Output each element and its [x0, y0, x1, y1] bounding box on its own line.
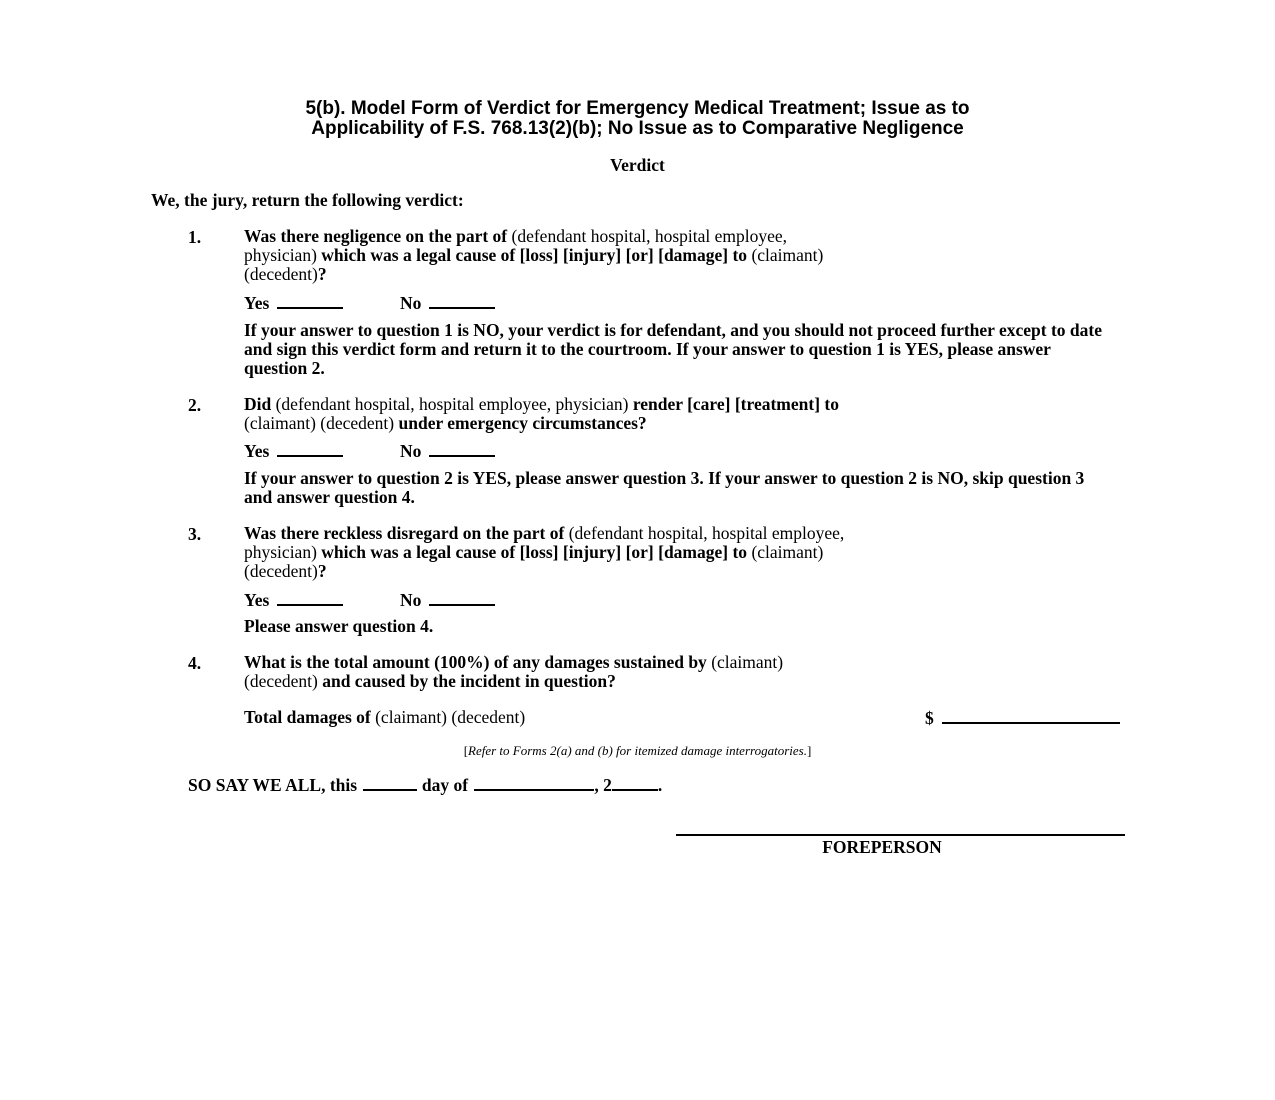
question-2-number: 2.: [188, 395, 202, 415]
q4-l2-bold: and caused by the incident in question?: [322, 671, 616, 691]
refer-note: [0, 743, 1275, 759]
year-blank[interactable]: [612, 775, 658, 791]
q3-l3-bold: ?: [317, 561, 327, 581]
question-3-line-2: [244, 543, 823, 562]
dollar-sign: $: [925, 708, 934, 728]
q3-yes-field[interactable]: [244, 590, 343, 611]
q1-l2-bold: which was a legal cause of [loss] [injury] [or] [damage] to: [321, 245, 752, 265]
q2-no-label: No: [400, 441, 422, 461]
q2-no-blank[interactable]: [429, 441, 495, 457]
question-2-line-2: [244, 414, 647, 433]
form-title-line-2: Applicability of F.S. 768.13(2)(b); No Issue as to Comparative Negligence: [311, 118, 964, 139]
month-blank[interactable]: [474, 775, 594, 791]
signature-line[interactable]: [676, 834, 1125, 836]
q1-l2-normal-a: physician): [244, 245, 322, 265]
question-1-line-3: [244, 265, 327, 284]
question-1-line-2: [244, 246, 823, 265]
q1-yes-label: Yes: [244, 293, 270, 313]
closing-statement: [188, 775, 662, 795]
question-4-number: 4.: [188, 653, 202, 673]
q3-no-blank[interactable]: [429, 590, 495, 606]
q2-l1-bold-a: Did: [244, 394, 276, 414]
q1-l3-normal: (decedent): [244, 264, 318, 284]
form-title-line-1: 5(b). Model Form of Verdict for Emergency Medical Treatment; Issue as to: [305, 98, 970, 119]
q2-yes-field[interactable]: [244, 441, 343, 462]
question-1-line-1: [244, 227, 787, 246]
q2-l2-normal: (claimant) (decedent): [244, 413, 399, 433]
question-1-instruction: If your answer to question 1 is NO, your verdict is for defendant, and you should not proceed further except to date and sign this verdict form and return it to the courtroom. If your answer to question 1 is YES, please answer question 2.: [244, 320, 1103, 378]
total-damages-blank[interactable]: [942, 708, 1120, 724]
q3-yes-blank[interactable]: [277, 590, 343, 606]
question-3-number: 3.: [188, 524, 202, 544]
q3-no-field[interactable]: [400, 590, 495, 611]
question-4-line-2: [244, 672, 616, 691]
question-4-line-1: [244, 653, 783, 672]
q2-l1-bold-b: render [care] [treatment] to: [632, 394, 839, 414]
q2-no-field[interactable]: [400, 441, 495, 462]
total-damages-label: [244, 708, 525, 727]
q4-l1-normal: (claimant): [711, 652, 784, 672]
refer-open-bracket: [: [463, 743, 469, 758]
day-blank[interactable]: [363, 775, 417, 791]
verdict-heading: Verdict: [610, 155, 665, 175]
q1-l1-bold: Was there negligence on the part of: [244, 226, 512, 246]
question-1-number: 1.: [188, 227, 202, 247]
question-2-line-1: [244, 395, 839, 414]
total-damages-normal: (claimant) (decedent): [375, 707, 526, 727]
q2-l1-normal: (defendant hospital, hospital employee, physician): [275, 394, 633, 414]
foreperson-label: FOREPERSON: [822, 837, 942, 857]
question-2-instruction: If your answer to question 2 is YES, please answer question 3. If your answer to question 2 is NO, skip question 3 and answer question 4.: [244, 468, 1085, 507]
intro-statement: We, the jury, return the following verdict:: [151, 190, 464, 210]
q3-l2-normal-a: physician): [244, 542, 322, 562]
q3-l1-normal: (defendant hospital, hospital employee,: [568, 523, 845, 543]
q1-l2-normal-b: (claimant): [751, 245, 824, 265]
q3-l3-normal: (decedent): [244, 561, 318, 581]
question-3-line-1: [244, 524, 844, 543]
q3-l2-bold: which was a legal cause of [loss] [injury] [or] [damage] to: [321, 542, 752, 562]
total-damages-bold: Total damages of: [244, 707, 376, 727]
question-3-line-3: [244, 562, 327, 581]
closing-part-2: day of: [421, 775, 469, 795]
q4-l2-normal: (decedent): [244, 671, 323, 691]
refer-text: Refer to Forms 2(a) and (b) for itemized damage interrogatories.: [468, 743, 807, 758]
question-3-instruction: Please answer question 4.: [244, 616, 434, 636]
form-title: [0, 99, 1275, 139]
q1-no-field[interactable]: [400, 293, 495, 314]
total-damages-field[interactable]: [925, 708, 1120, 728]
q3-l1-bold: Was there reckless disregard on the part of: [244, 523, 569, 543]
q1-yes-blank[interactable]: [277, 293, 343, 309]
closing-part-1: SO SAY WE ALL, this: [188, 775, 358, 795]
closing-part-3: , 2: [594, 775, 612, 795]
q4-l1-bold: What is the total amount (100%) of any damages sustained by: [244, 652, 712, 672]
q1-l1-normal: (defendant hospital, hospital employee,: [511, 226, 788, 246]
q3-l2-normal-b: (claimant): [751, 542, 824, 562]
q2-l2-bold: under emergency circumstances?: [398, 413, 647, 433]
q3-no-label: No: [400, 590, 422, 610]
q1-no-blank[interactable]: [429, 293, 495, 309]
q1-no-label: No: [400, 293, 422, 313]
q2-yes-label: Yes: [244, 441, 270, 461]
refer-close-bracket: ]: [806, 743, 812, 758]
q2-yes-blank[interactable]: [277, 441, 343, 457]
q1-yes-field[interactable]: [244, 293, 343, 314]
q1-l3-bold: ?: [317, 264, 327, 284]
q3-yes-label: Yes: [244, 590, 270, 610]
closing-part-4: .: [657, 775, 663, 795]
